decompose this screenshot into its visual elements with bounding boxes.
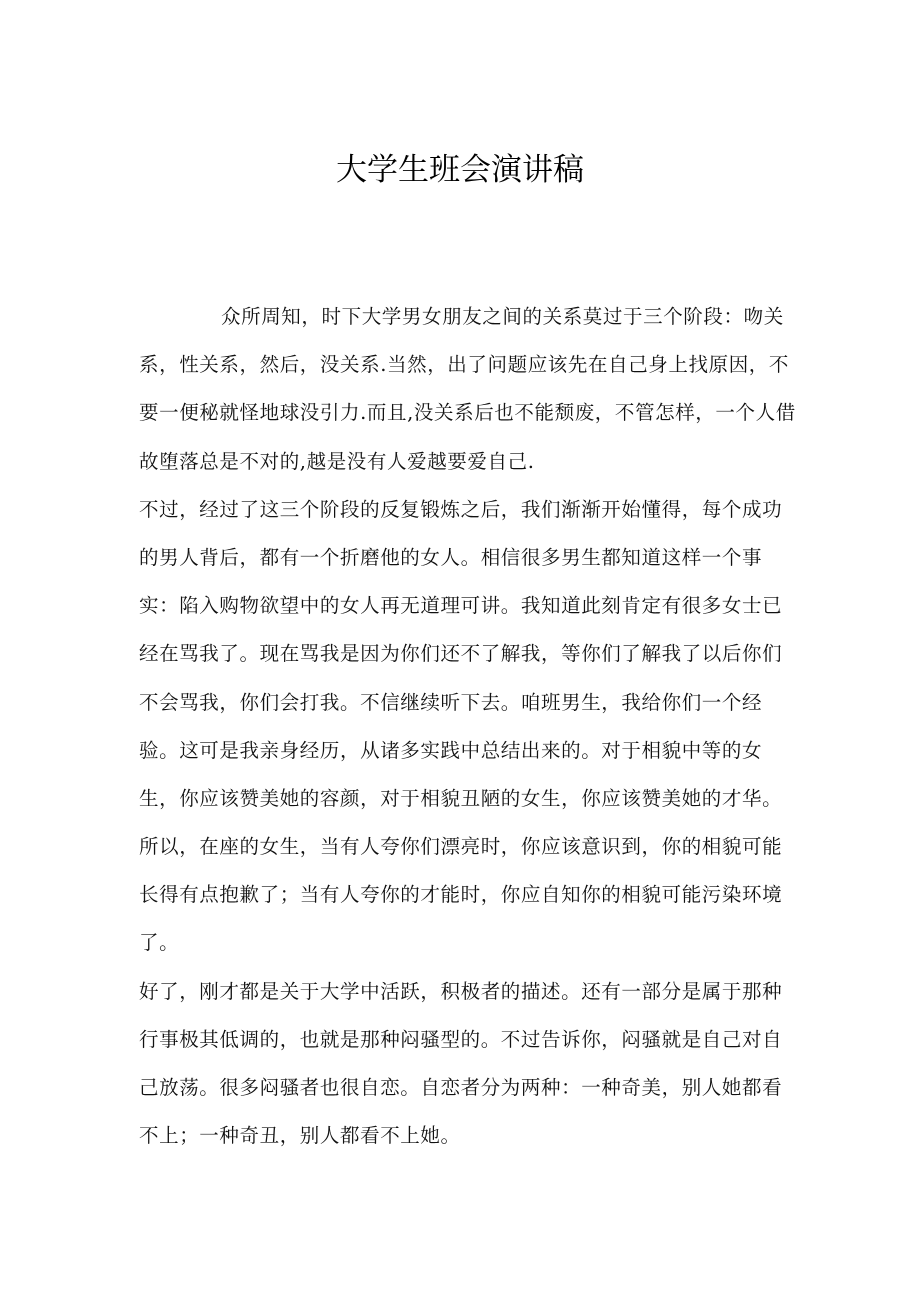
text-line: 系，性关系，然后，没关系.当然，出了问题应该先在自己身上找原因，不: [139, 353, 789, 377]
text-line: 的男人背后，都有一个折磨他的女人。相信很多男生都知道这样一个事: [139, 545, 763, 569]
text-line: 经在骂我了。现在骂我是因为你们还不了解我，等你们了解我了以后你们: [139, 642, 783, 666]
text-line: 不过，经过了这三个阶段的反复锻炼之后，我们渐渐开始懂得，每个成功: [139, 497, 783, 521]
text-line: 行事极其低调的，也就是那种闷骚型的。不过告诉你，闷骚就是自己对自: [139, 1027, 783, 1051]
document-title: 大学生班会演讲稿: [336, 152, 584, 188]
document-body: [139, 293, 799, 1160]
text-line: 不上；一种奇丑，别人都看不上她。: [139, 1124, 461, 1148]
text-line: 不会骂我，你们会打我。不信继续听下去。咱班男生，我给你们一个经: [139, 690, 763, 714]
text-line: 故堕落总是不对的,越是没有人爱越要爱自己.: [139, 449, 535, 473]
text-line: 长得有点抱歉了；当有人夸你的才能时，你应自知你的相貌可能污染环境: [139, 883, 783, 907]
text-line: 生，你应该赞美她的容颜，对于相貌丑陋的女生，你应该赞美她的才华。: [139, 786, 783, 810]
text-line: 好了，刚才都是关于大学中活跃，积极者的描述。还有一部分是属于那种: [139, 979, 783, 1003]
text-line: 实：陷入购物欲望中的女人再无道理可讲。我知道此刻肯定有很多女士已: [139, 594, 783, 618]
text-line: 要一便秘就怪地球没引力.而且,没关系后也不能颓废，不管怎样，一个人借: [139, 401, 796, 425]
text-line: 验。这可是我亲身经历，从诸多实践中总结出来的。对于相貌中等的女: [139, 738, 763, 762]
text-line: 己放荡。很多闷骚者也很自恋。自恋者分为两种：一种奇美，别人她都看: [139, 1076, 783, 1099]
text-line: 了。: [139, 931, 180, 955]
text-line: 所以，在座的女生，当有人夸你们漂亮时，你应该意识到，你的相貌可能: [139, 835, 783, 859]
text-line: 众所周知，时下大学男女朋友之间的关系莫过于三个阶段：吻关: [221, 305, 784, 328]
